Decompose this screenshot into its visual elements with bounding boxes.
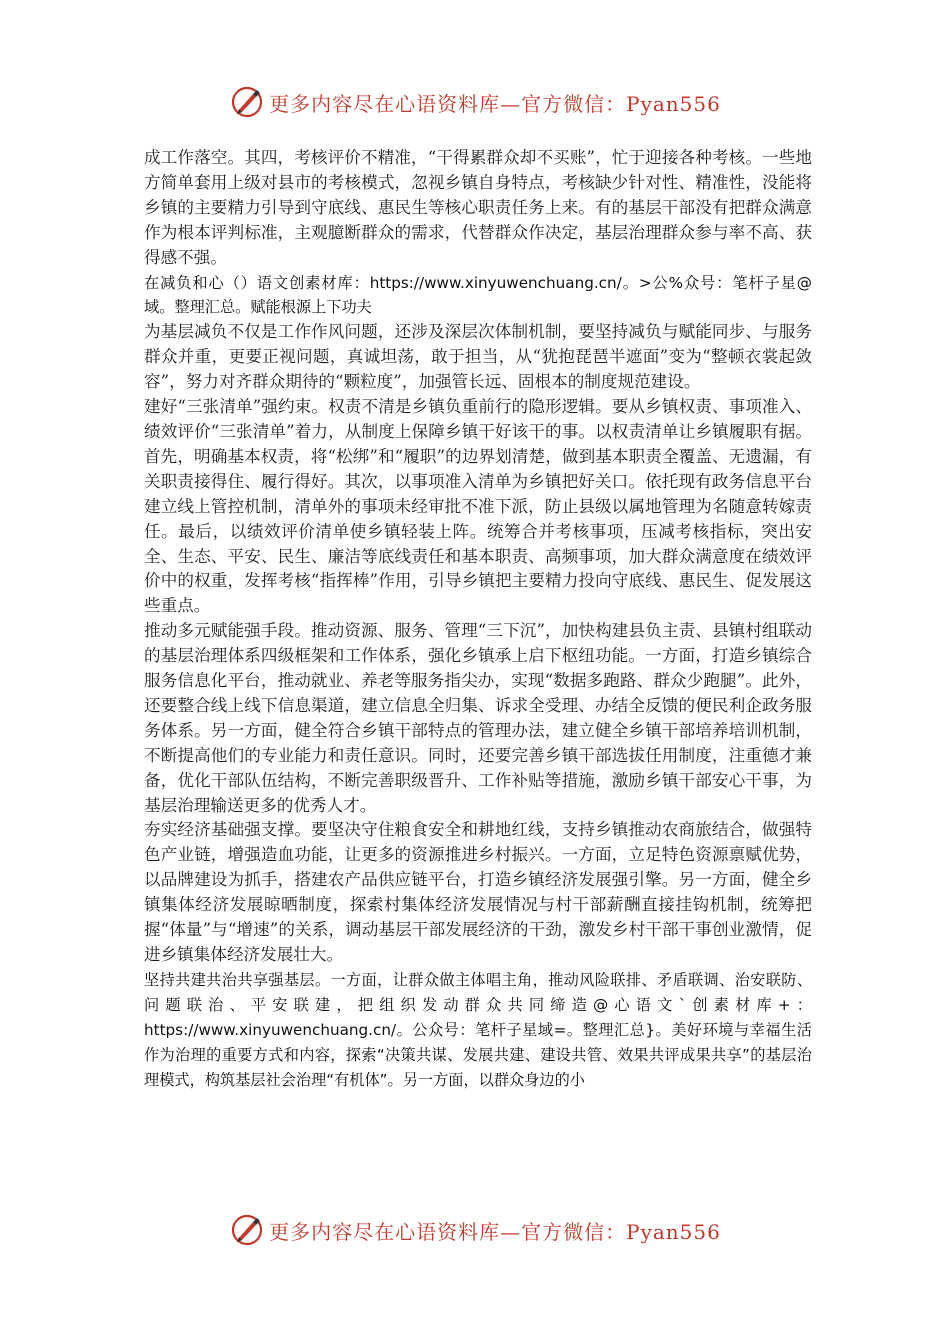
- paragraph: 夯实经济基础强支撑。要坚决守住粮食安全和耕地红线，支持乡镇推动农商旅结合，做强特色产业链，增强造血功能，让更多的资源推进乡村振兴。一方面，立足特色资源禀赋优势，以品牌建设为抓手，搭建农产品供应链平台，打造乡镇经济发展强引擎。另一方面，健全乡镇集体经济发展晾晒制度，探索村集体经济发展情况与村干部薪酬直接挂钩机制，统筹把握“体量”与“增速”的关系，调动基层干部发展经济的干劲，激发乡村干部干事创业激情，促进乡镇集体经济发展壮大。: [144, 820, 812, 964]
- header-banner: [0, 82, 950, 122]
- banner-text: 更多内容尽在心语资料库—官方微信：Pyan556: [269, 1219, 721, 1244]
- paragraph: 为基层减负不仅是工作作风问题，还涉及深层次体制机制，要坚持减负与赋能同步、与服务群众并重，更要正视问题，真诚坦荡，敢于担当，从“犹抱琵琶半遮面”变为“整顿衣裳起敛容”，努力对齐群众期待的“颗粒度”，加强管长远、固根本的制度规范建设。: [144, 322, 812, 392]
- banner-text: 更多内容尽在心语资料库—官方微信：Pyan556: [269, 91, 721, 116]
- paragraph: 坚持共建共治共享强基层。一方面，让群众做主体唱主角，推动风险联排、矛盾联调、治安联防、问题联治、平安联建，把组织发动群众共同缔造@心语文`创素材库+：https://www.xinyuwenchuang.cn/。公众号：笔杆子星域=。整理汇总}。美好环境与幸福生活作为治理的重要方式和内容，探索“决策共谋、发展共建、建设共管、效果共评成果共享”的基层治理模式，构筑基层社会治理“有机体”。另一方面，以群众身边的小: [144, 970, 812, 1089]
- paragraph: 在减负和心（）语文创素材库：https://www.xinyuwenchuang.cn/。>公%众号：笔杆子星@域。整理汇总。赋能根源上下功夫: [144, 273, 812, 317]
- pen-logo-icon: [229, 84, 265, 120]
- footer-banner: [0, 1210, 950, 1250]
- pen-logo-icon: [229, 1212, 265, 1248]
- paragraph: 成工作落空。其四，考核评价不精准，“干得累群众却不买账”，忙于迎接各种考核。一些地方简单套用上级对县市的考核模式，忽视乡镇自身特点，考核缺少针对性、精准性，没能将乡镇的主要精力引导到守底线、惠民生等核心职责任务上来。有的基层干部没有把群众满意作为根本评判标准，主观臆断群众的需求，代替群众作决定，基层治理群众参与率不高、获得感不强。: [144, 148, 812, 267]
- paragraph: 建好“三张清单”强约束。权责不清是乡镇负重前行的隐形逻辑。要从乡镇权责、事项准入、绩效评价“三张清单”着力，从制度上保障乡镇干好该干的事。以权责清单让乡镇履职有据。首先，明确基本权责，将“松绑”和“履职”的边界划清楚，做到基本职责全覆盖、无遗漏，有关职责接得住、履行得好。其次，以事项准入清单为乡镇把好关口。依托现有政务信息平台建立线上管控机制，清单外的事项未经审批不准下派，防止县级以属地管理为名随意转嫁责任。最后，以绩效评价清单使乡镇轻装上阵。统筹合并考核事项，压减考核指标，突出安全、生态、平安、民生、廉洁等底线责任和基本职责、高频事项，加大群众满意度在绩效评价中的权重，发挥考核“指挥棒”作用，引导乡镇把主要精力投向守底线、惠民生、促发展这些重点。: [144, 397, 812, 616]
- document-body: [144, 146, 812, 1092]
- paragraph: 推动多元赋能强手段。推动资源、服务、管理“三下沉”，加快构建县负主责、县镇村组联动的基层治理体系四级框架和工作体系，强化乡镇承上启下枢纽功能。一方面，打造乡镇综合服务信息化平台，推动就业、养老等服务指尖办，实现“数据多跑路、群众少跑腿”。此外，还要整合线上线下信息渠道，建立信息全归集、诉求全受理、办结全反馈的便民利企政务服务体系。另一方面，健全符合乡镇干部特点的管理办法，建立健全乡镇干部培养培训机制，不断提高他们的专业能力和责任意识。同时，还要完善乡镇干部选拔任用制度，注重德才兼备，优化干部队伍结构，不断完善职级晋升、工作补贴等措施，激励乡镇干部安心干事，为基层治理输送更多的优秀人才。: [144, 621, 812, 815]
